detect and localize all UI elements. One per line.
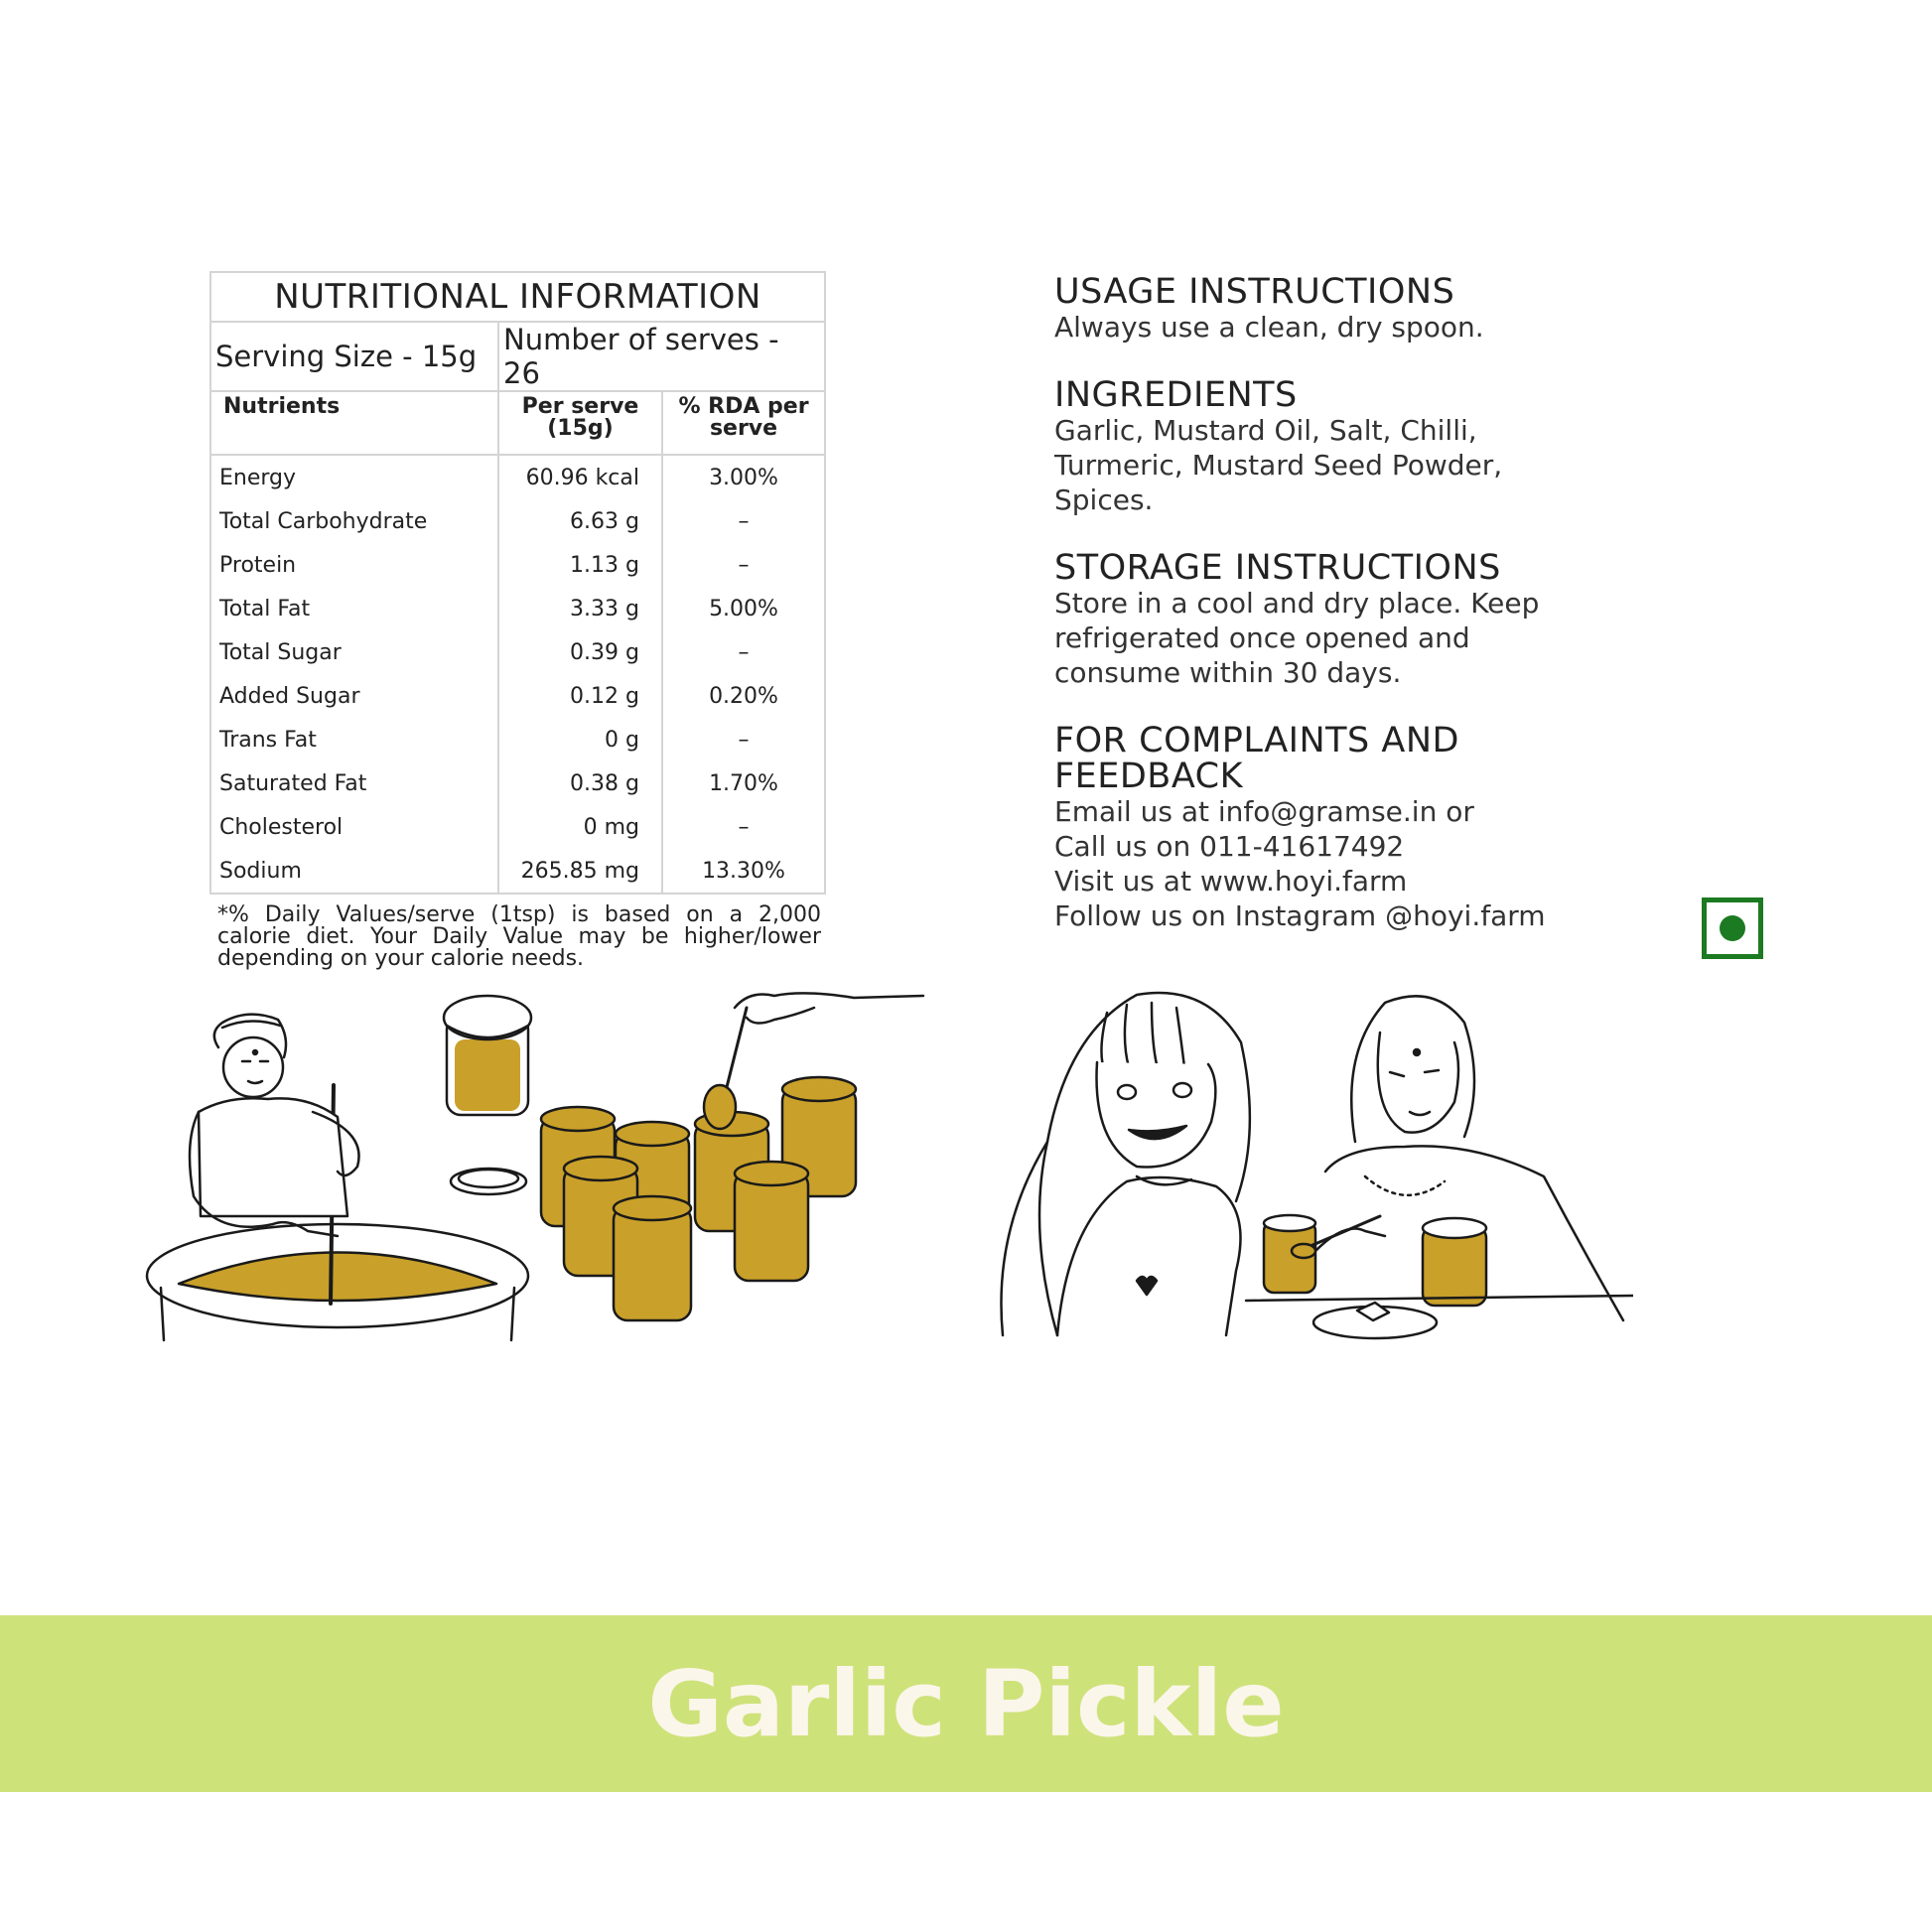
table-row <box>210 761 825 805</box>
header-nutrients: Nutrients <box>210 391 498 455</box>
nutrient-name: Sodium <box>210 849 498 894</box>
storage-line: refrigerated once opened and <box>1054 621 1470 654</box>
ingredients-line: Spices. <box>1054 483 1154 516</box>
table-row <box>210 455 825 499</box>
table-row <box>210 543 825 587</box>
nutrition-footnote: *% Daily Values/serve (1tsp) is based on a 2,000 calorie diet. Your Daily Value may be higher/lower depending on your calorie needs. <box>217 902 821 971</box>
product-name-banner <box>0 1615 1932 1792</box>
nutrient-rda: 1.70% <box>662 761 825 805</box>
contact-title: FEEDBACK <box>1054 757 1244 796</box>
product-name: Garlic Pickle <box>647 1650 1285 1757</box>
contact-title: FOR COMPLAINTS AND <box>1054 721 1459 760</box>
nutrient-value: 265.85 mg <box>498 849 662 894</box>
contact-website[interactable]: Visit us at www.hoyi.farm <box>1054 865 1408 897</box>
nutrient-value: 0 g <box>498 718 662 761</box>
usage-text: Always use a clean, dry spoon. <box>1054 311 1484 344</box>
nutrient-rda: – <box>662 805 825 849</box>
contact-instagram[interactable]: Follow us on Instagram @hoyi.farm <box>1054 899 1546 932</box>
usage-title: USAGE INSTRUCTIONS <box>1054 272 1455 312</box>
storage-line: Store in a cool and dry place. Keep <box>1054 587 1540 620</box>
header-rda: % RDA per serve <box>662 391 825 455</box>
info-column <box>1054 274 1610 966</box>
ingredients-title: INGREDIENTS <box>1054 375 1298 415</box>
nutrient-name: Trans Fat <box>210 718 498 761</box>
nutrient-value: 60.96 kcal <box>498 455 662 499</box>
nutrient-name: Protein <box>210 543 498 587</box>
nutrient-value: 0.38 g <box>498 761 662 805</box>
contact-phone[interactable]: Call us on 011-41617492 <box>1054 830 1405 863</box>
contact-section <box>1054 723 1610 933</box>
nutrient-value: 0.39 g <box>498 630 662 674</box>
nutrient-value: 6.63 g <box>498 499 662 543</box>
nutrient-rda: – <box>662 499 825 543</box>
nutrient-value: 1.13 g <box>498 543 662 587</box>
nutrient-name: Energy <box>210 455 498 499</box>
table-row <box>210 587 825 630</box>
nutrient-rda: 5.00% <box>662 587 825 630</box>
nutrient-name: Total Sugar <box>210 630 498 674</box>
nutrient-name: Cholesterol <box>210 805 498 849</box>
number-of-serves: Number of serves - 26 <box>498 322 825 391</box>
nutrition-panel <box>209 271 824 970</box>
nutrient-rda: 13.30% <box>662 849 825 894</box>
nutrient-value: 3.33 g <box>498 587 662 630</box>
pickle-making-illustration <box>139 968 933 1350</box>
veg-symbol-icon <box>1702 897 1763 959</box>
pickle-jar <box>444 996 531 1115</box>
table-row <box>210 630 825 674</box>
ingredients-line: Turmeric, Mustard Seed Powder, <box>1054 449 1503 482</box>
nutrient-name: Added Sugar <box>210 674 498 718</box>
usage-section <box>1054 274 1610 345</box>
nutrient-name: Total Fat <box>210 587 498 630</box>
family-eating-illustration <box>988 973 1633 1340</box>
nutrient-name: Total Carbohydrate <box>210 499 498 543</box>
table-row <box>210 805 825 849</box>
storage-title: STORAGE INSTRUCTIONS <box>1054 548 1501 588</box>
nutrient-value: 0.12 g <box>498 674 662 718</box>
table-row <box>210 718 825 761</box>
table-row <box>210 849 825 894</box>
storage-section <box>1054 550 1610 690</box>
table-row <box>210 674 825 718</box>
header-per-serve: Per serve (15g) <box>498 391 662 455</box>
nutrient-rda: – <box>662 543 825 587</box>
serving-size: Serving Size - 15g <box>210 322 498 391</box>
nutrient-value: 0 mg <box>498 805 662 849</box>
table-row <box>210 499 825 543</box>
contact-email[interactable]: Email us at info@gramse.in or <box>1054 795 1474 828</box>
nutrient-rda: – <box>662 630 825 674</box>
pickle-jar-cluster <box>541 1077 856 1320</box>
pickle-jar <box>1423 1218 1486 1306</box>
storage-line: consume within 30 days. <box>1054 656 1402 689</box>
ingredients-line: Garlic, Mustard Oil, Salt, Chilli, <box>1054 414 1477 447</box>
nutrient-name: Saturated Fat <box>210 761 498 805</box>
nutrient-rda: 0.20% <box>662 674 825 718</box>
nutrient-rda: – <box>662 718 825 761</box>
nutrition-table <box>209 271 826 895</box>
nutrient-rda: 3.00% <box>662 455 825 499</box>
ingredients-section <box>1054 377 1610 517</box>
nutrition-title: NUTRITIONAL INFORMATION <box>210 272 825 322</box>
